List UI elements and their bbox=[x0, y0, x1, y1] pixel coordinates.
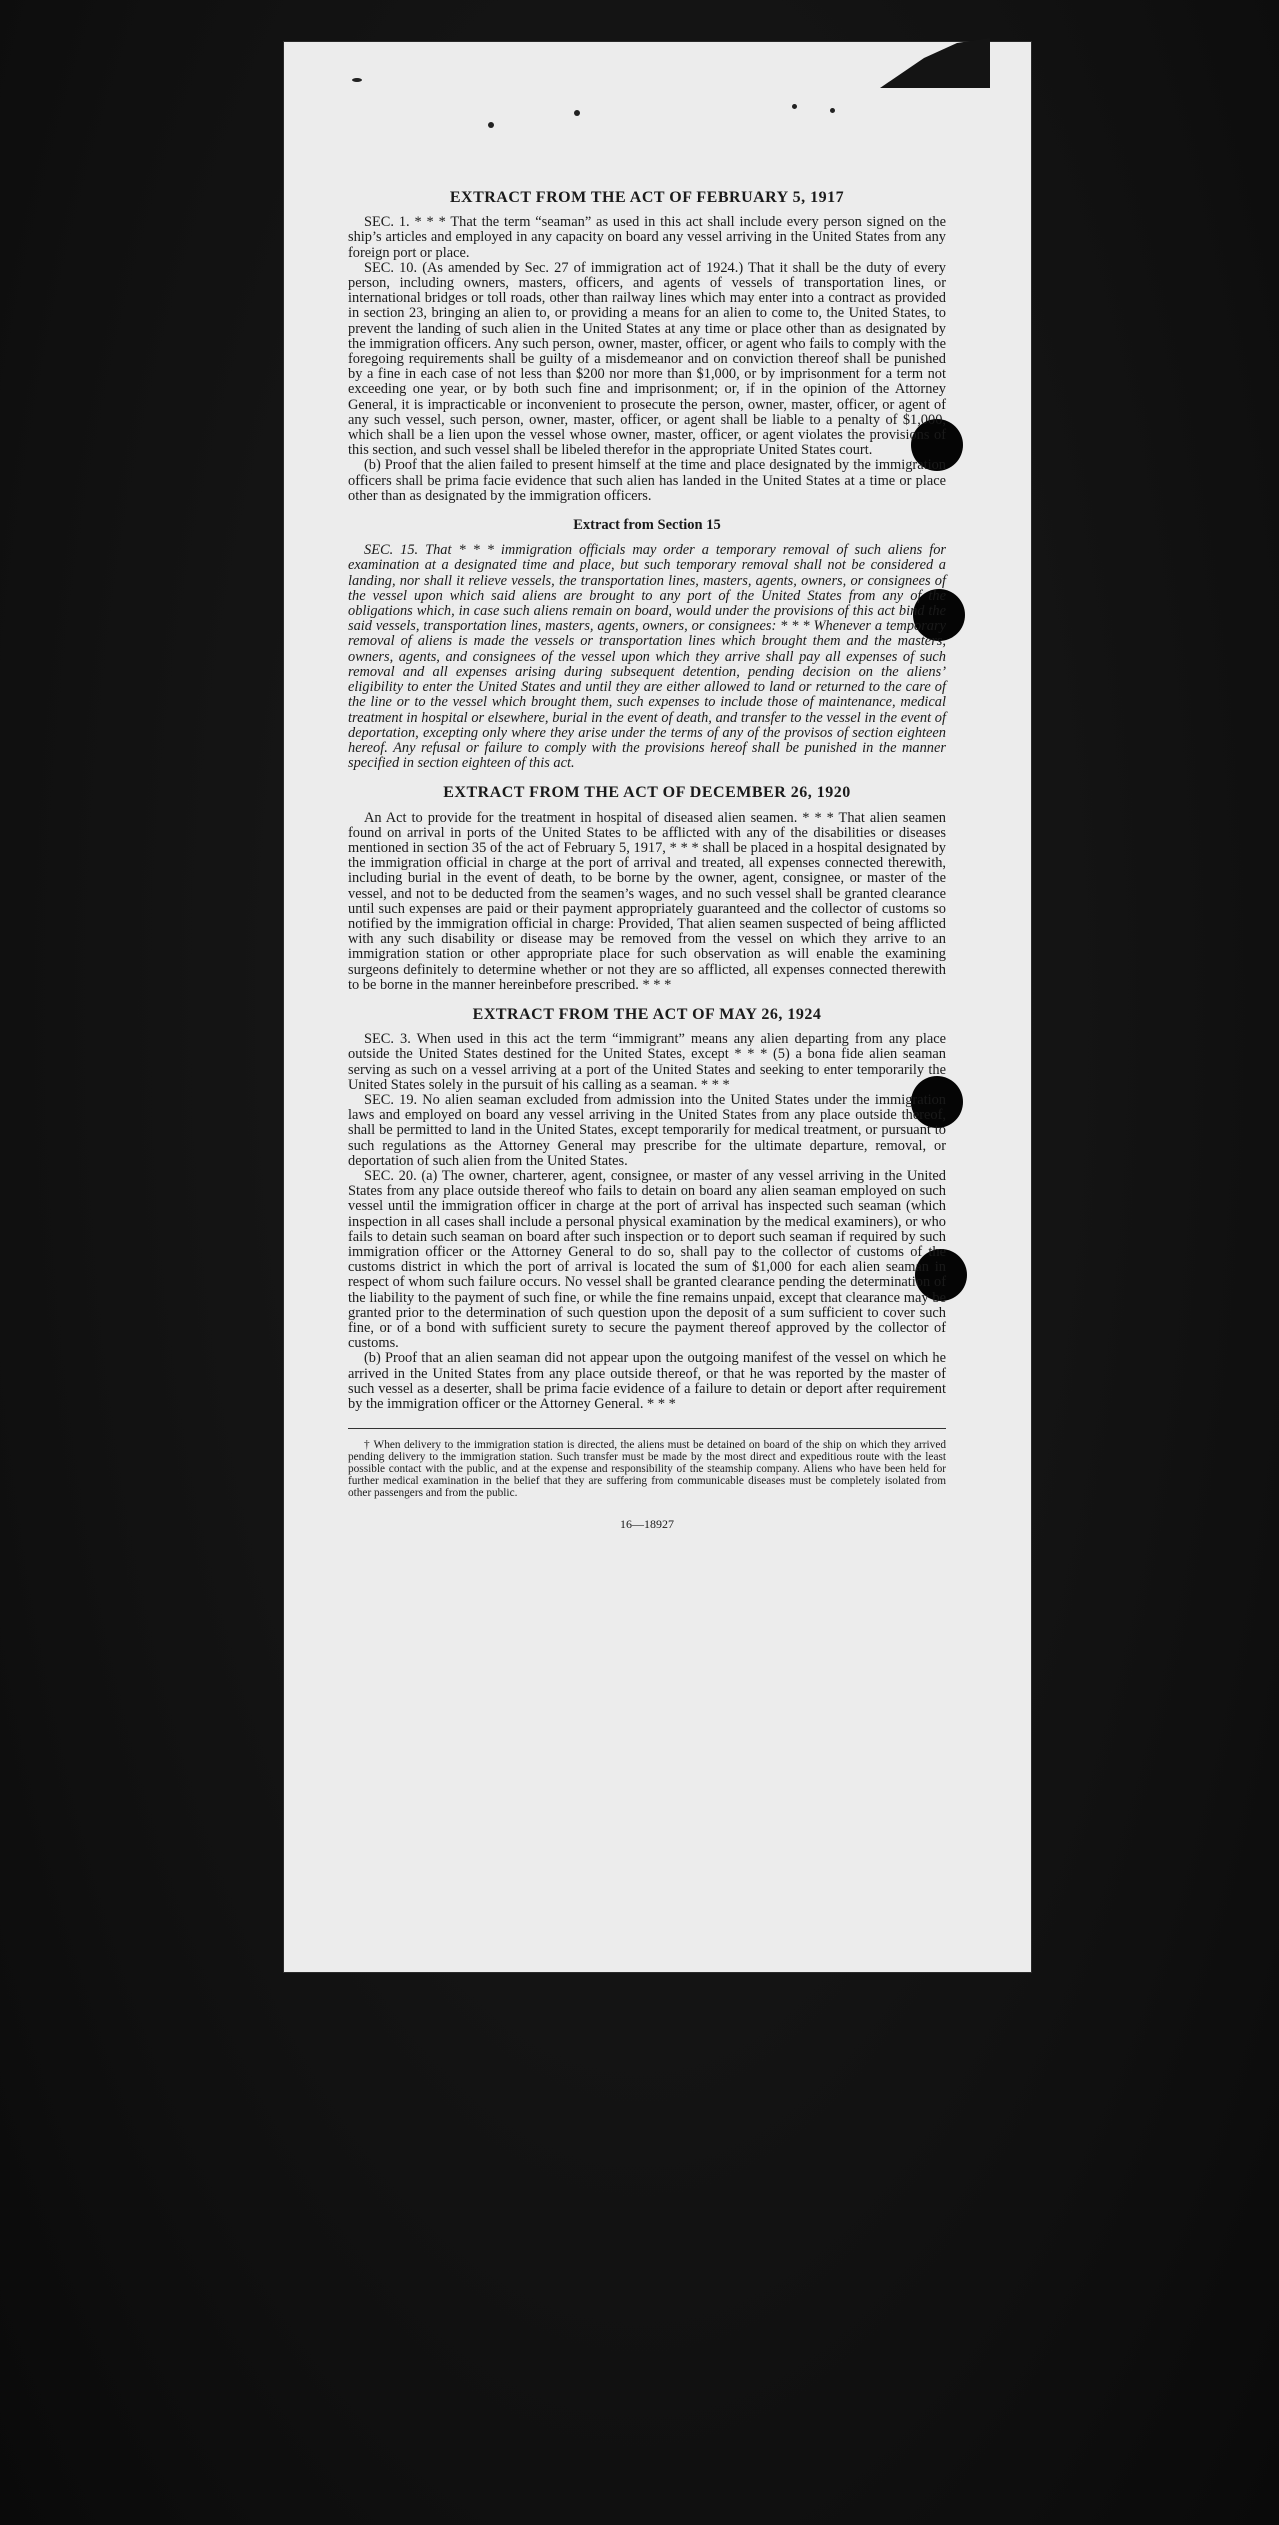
footnote bbox=[348, 1439, 946, 1499]
paragraph-1924-sec19: SEC. 19. No alien seaman excluded from admission into the United States under the immigration laws and employed on board any vessel arriving in the United States from any place outside thereof, shall be permitted to land in the United States, except temporarily for medical treatment, or pursuant to such regulations as the Attorney General may prescribe for the ultimate departure, removal, or deportation of such alien from the United States. bbox=[348, 1091, 946, 1169]
scan-speck bbox=[488, 122, 494, 128]
subheading-section-15: Extract from Section 15 bbox=[573, 517, 721, 534]
scan-speck bbox=[830, 108, 835, 113]
scan-speck bbox=[574, 110, 580, 116]
document-text bbox=[348, 190, 946, 1532]
footnote-text: † When delivery to the immigration station is directed, the aliens must be detained on board of the ship on which they arrived pending delivery to the immigration station. Such transfer must be made by the most direct and expeditious route with the least possible contact with the public, and at the expense and responsibility of the steamship company. Aliens who have been held for further medical examination in the belief that they are suffering from communicable diseases must be completely isolated from other passengers and from the public. bbox=[348, 1439, 946, 1500]
paragraph-1924-sec3: SEC. 3. When used in this act the term “immigrant” means any alien departing from any place outside the United States destined for the United States, except * * * (5) a bona fide alien seaman serving as such on a vessel arriving at a port of the United States and seeking to enter temporarily the United States solely in the pursuit of his calling as a seaman. * * * bbox=[348, 1031, 946, 1093]
paragraph-1917-b: (b) Proof that the alien failed to present himself at the time and place designated by the immigration officers shall be prima facie evidence that such alien has landed in the United States at a time or place other than as designated by the immigration officers. bbox=[348, 457, 946, 504]
heading-act-1920: EXTRACT FROM THE ACT OF DECEMBER 26, 1920 bbox=[443, 784, 851, 802]
paragraph-1917-sec10: SEC. 10. (As amended by Sec. 27 of immigration act of 1924.) That it shall be the duty of every person, including owners, masters, officers, and agents of vessels of transportation lines, or international bridges or toll roads, other than railway lines which may enter into a contract as provided in section 23, bringing an alien to, or providing a means for an alien to come to, the United States, to prevent the landing of such alien in the United States at any time or place other than as designated by the immigration officers. Any such person, owner, master, officer, or agent who fails to comply with the foregoing requirements shall be guilty of a misdemeanor and on conviction thereof shall be punished by a fine in each case of not less than $200 nor more than $1,000, or by imprisonment for a term not exceeding one year, or by both such fine and imprisonment; or, if in the opinion of the Attorney General, it is impracticable or inconvenient to prosecute the person, owner, master, officer, or agent of any such vessel, such person, owner, master, officer, or agent shall be liable to a penalty of $1,000, which shall be a lien upon the vessel whose owner, master, officer, or agent violates the provisions of this section, and such vessel shall be libeled therefor in the appropriate United States court. bbox=[348, 259, 946, 459]
paragraph-1924-b: (b) Proof that an alien seaman did not appear upon the outgoing manifest of the vessel on which he arrived in the United States from any place outside thereof, or that he was reported by the master of such vessel as a deserter, shall be prima facie evidence of a failure to detain or deport after requirement by the immigration officer or the Attorney General. * * * bbox=[348, 1350, 946, 1413]
scan-speck bbox=[352, 78, 362, 82]
scan-speck bbox=[792, 104, 797, 109]
paragraph-1917-sec1: SEC. 1. * * * That the term “seaman” as used in this act shall include every person signed on the ship’s articles and employed in any capacity on board any vessel arriving in the United States from any foreign port or place. bbox=[348, 214, 946, 261]
heading-act-1924: EXTRACT FROM THE ACT OF MAY 26, 1924 bbox=[472, 1005, 822, 1023]
page-number: 16—18927 bbox=[620, 1517, 674, 1532]
paragraph-sec15: SEC. 15. That * * * immigration officials may order a temporary removal of such aliens for examination at a designated time and place, but such temporary removal shall not be considered a landing, nor shall it relieve vessels, the transportation lines, masters, agents, owners, or consignees of the vessel upon which said aliens are brought to any port of the United States from any of the obligations which, in case such aliens remain on board, would under the provisions of this act bind the said vessels, transportation lines, masters, agents, owners, or consignees: * * * Whenever a temporary removal of aliens is made the vessels or transportation lines which brought them and the masters, owners, agents, and consignees of the vessel upon which they arrive shall pay all expenses of such removal and all expenses arising during subsequent detention, pending decision on the aliens’ eligibility to enter the United States and until they are either allowed to land or returned to the care of the line or to the vessel which brought them, such expenses to include those of maintenance, medical treatment in hospital or elsewhere, burial in the event of death, and transfer to the vessel in the event of deportation, excepting only where they arise under the terms of any of the provisos of section eighteen hereof. Any refusal or failure to comply with the provisions hereof shall be punished in the manner specified in section eighteen of this act. bbox=[348, 542, 946, 772]
footnote-rule bbox=[348, 1428, 946, 1429]
paragraph-1924-sec20: SEC. 20. (a) The owner, charterer, agent, consignee, or master of any vessel arriving in the United States from any place outside thereof who fails to detain on board any alien seaman employed on such vessel until the immigration officer in charge at the port of arrival has inspected such seaman (which inspection in all cases shall include a personal physical examination by the medical examiners), or who fails to detain such seaman on board after such inspection or to deport such seaman if required by such immigration officer or the Attorney General to do so, shall pay to the collector of customs of the customs district in which the port of arrival is located the sum of $1,000 for each alien seaman in respect of whom such failure occurs. No vessel shall be granted clearance pending the determination of the liability to the payment of such fine, or while the fine remains unpaid, except that clearance may be granted prior to the determination of such question upon the deposit of a sum sufficient to cover such fine, or of a bond with sufficient surety to secure the payment thereof approved by the collector of customs. bbox=[348, 1167, 946, 1352]
heading-act-1917: EXTRACT FROM THE ACT OF FEBRUARY 5, 1917 bbox=[449, 189, 845, 206]
paragraph-1920: An Act to provide for the treatment in hospital of diseased alien seamen. * * * That alien seamen found on arrival in ports of the United States to be afflicted with any of the disabilities or diseases mentioned in section 35 of the act of February 5, 1917, * * * shall be placed in a hospital designated by the immigration official in charge at the port of arrival and treated, all expenses connected therewith, including burial in the event of death, to be borne by the owner, agent, consignee, or master of the vessel, and not to be deducted from the seamen’s wages, and no such vessel shall be granted clearance until such expenses are paid or their payment appropriately guaranteed and the collector of customs so notified by the immigration official in charge: Provided, That alien seamen suspected of being afflicted with any such disability or disease may be removed from the vessel on which they arrive to an immigration station or other appropriate place for such observation as will enable the examining surgeons definitely to determine whether or not they are so afflicted, all expenses connected therewith to be borne in the manner hereinbefore prescribed. * * * bbox=[348, 809, 946, 993]
